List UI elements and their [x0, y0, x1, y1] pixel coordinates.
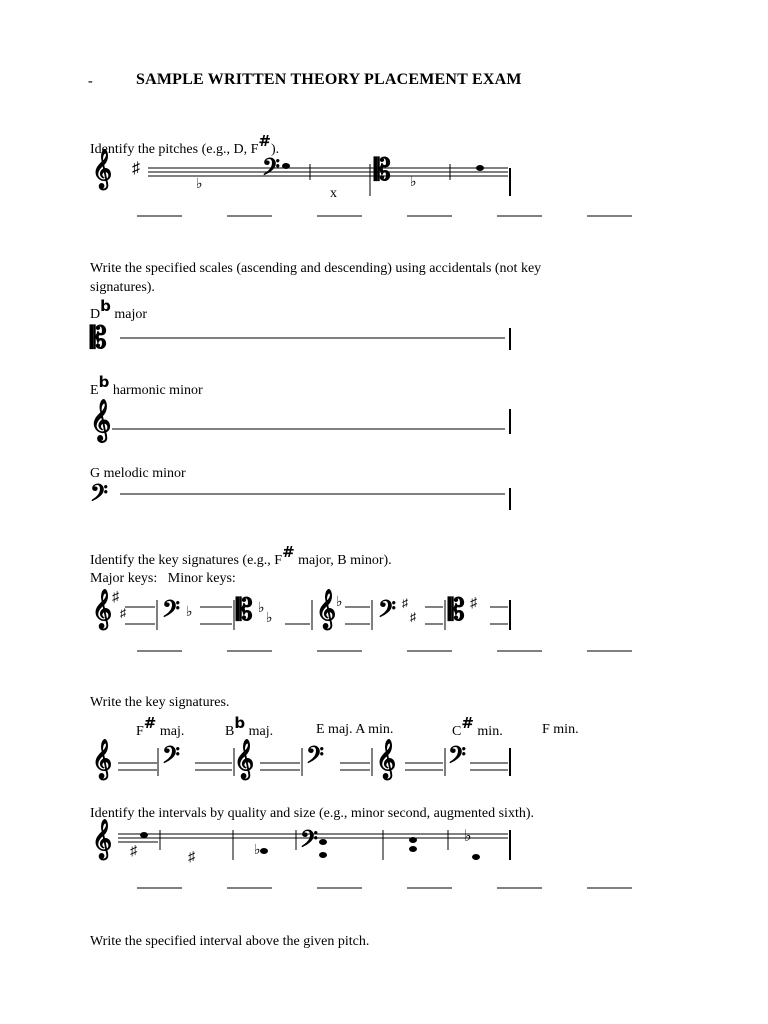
- bass-clef-icon: 𝄢: [162, 595, 181, 628]
- flat-icon: ♭: [464, 828, 472, 845]
- scale-label-eflat: Eb harmonic minor: [90, 373, 203, 398]
- write-interval-prompt: Write the specified interval above the given pitch.: [90, 934, 370, 949]
- header-bullet: -: [88, 74, 93, 89]
- key-label-fsharp: F# maj.: [136, 714, 185, 739]
- flat-icon: ♭: [254, 843, 261, 858]
- sharp-icon: ♯: [470, 596, 477, 611]
- flat-icon: ♭: [186, 605, 193, 620]
- flat-icon: ♭: [410, 175, 417, 190]
- flat-icon: ♭: [258, 601, 265, 616]
- alto-clef-icon: 𝄡: [374, 153, 391, 188]
- write-keys-prompt: Write the key signatures.: [90, 695, 230, 710]
- double-sharp-icon: x: [330, 186, 337, 201]
- bass-clef-icon: 𝄢: [162, 741, 181, 774]
- bass-clef-icon: 𝄢: [448, 741, 467, 774]
- treble-clef-icon: 𝄞: [90, 399, 112, 441]
- scales-prompt-line2: signatures).: [90, 280, 155, 295]
- bass-clef-icon: 𝄢: [262, 153, 281, 186]
- bass-clef-icon: 𝄢: [90, 479, 109, 512]
- treble-clef-icon: 𝄞: [316, 589, 337, 629]
- key-label-bflat: Bb maj.: [225, 714, 274, 739]
- sharp-icon: ♯: [188, 850, 195, 865]
- treble-clef-icon: 𝄞: [234, 739, 255, 779]
- sharp-icon: ♯: [410, 610, 416, 624]
- sharp-icon: ♯: [132, 160, 140, 177]
- sharp-icon: ♯: [402, 596, 408, 610]
- flat-icon: ♭: [196, 177, 203, 192]
- key-label-e-a: E maj. A min.: [316, 722, 394, 737]
- treble-clef-icon: 𝄞: [92, 819, 113, 859]
- keysig-subheading: Major keys: Minor keys:: [90, 571, 236, 586]
- bass-clef-icon: 𝄢: [300, 825, 319, 858]
- intervals-prompt: Identify the intervals by quality and size (e.g., minor second, augmented sixth).: [90, 806, 534, 821]
- treble-clef-icon: 𝄞: [92, 149, 113, 189]
- treble-clef-icon: 𝄞: [92, 589, 113, 629]
- treble-clef-icon: 𝄞: [376, 739, 397, 779]
- bass-clef-icon: 𝄢: [378, 595, 397, 628]
- bass-clef-icon: 𝄢: [306, 741, 325, 774]
- flat-icon: ♭: [336, 595, 343, 610]
- keysig-prompt: Identify the key signatures (e.g., F# major, B minor).: [90, 543, 392, 568]
- key-label-fminor: F min.: [542, 722, 579, 737]
- sharp-icon: ♯: [130, 844, 137, 859]
- sharp-icon: ♯: [112, 590, 119, 605]
- scales-prompt-line1: Write the specified scales (ascending and descending) using accidentals (not key: [90, 261, 542, 276]
- scale-label-dflat: Db major: [90, 297, 148, 322]
- alto-clef-icon: 𝄡: [236, 593, 253, 628]
- alto-clef-icon: 𝄡: [90, 321, 107, 356]
- alto-clef-icon: 𝄡: [448, 593, 465, 628]
- pitches-prompt: Identify the pitches (e.g., D, F#).: [90, 132, 280, 157]
- sharp-icon: ♯: [120, 606, 126, 620]
- scale-label-g: G melodic minor: [90, 466, 186, 481]
- treble-clef-icon: 𝄞: [92, 739, 113, 779]
- key-label-csharp: C# min.: [452, 714, 503, 739]
- page-title: SAMPLE WRITTEN THEORY PLACEMENT EXAM: [136, 71, 522, 88]
- flat-icon: ♭: [266, 611, 273, 626]
